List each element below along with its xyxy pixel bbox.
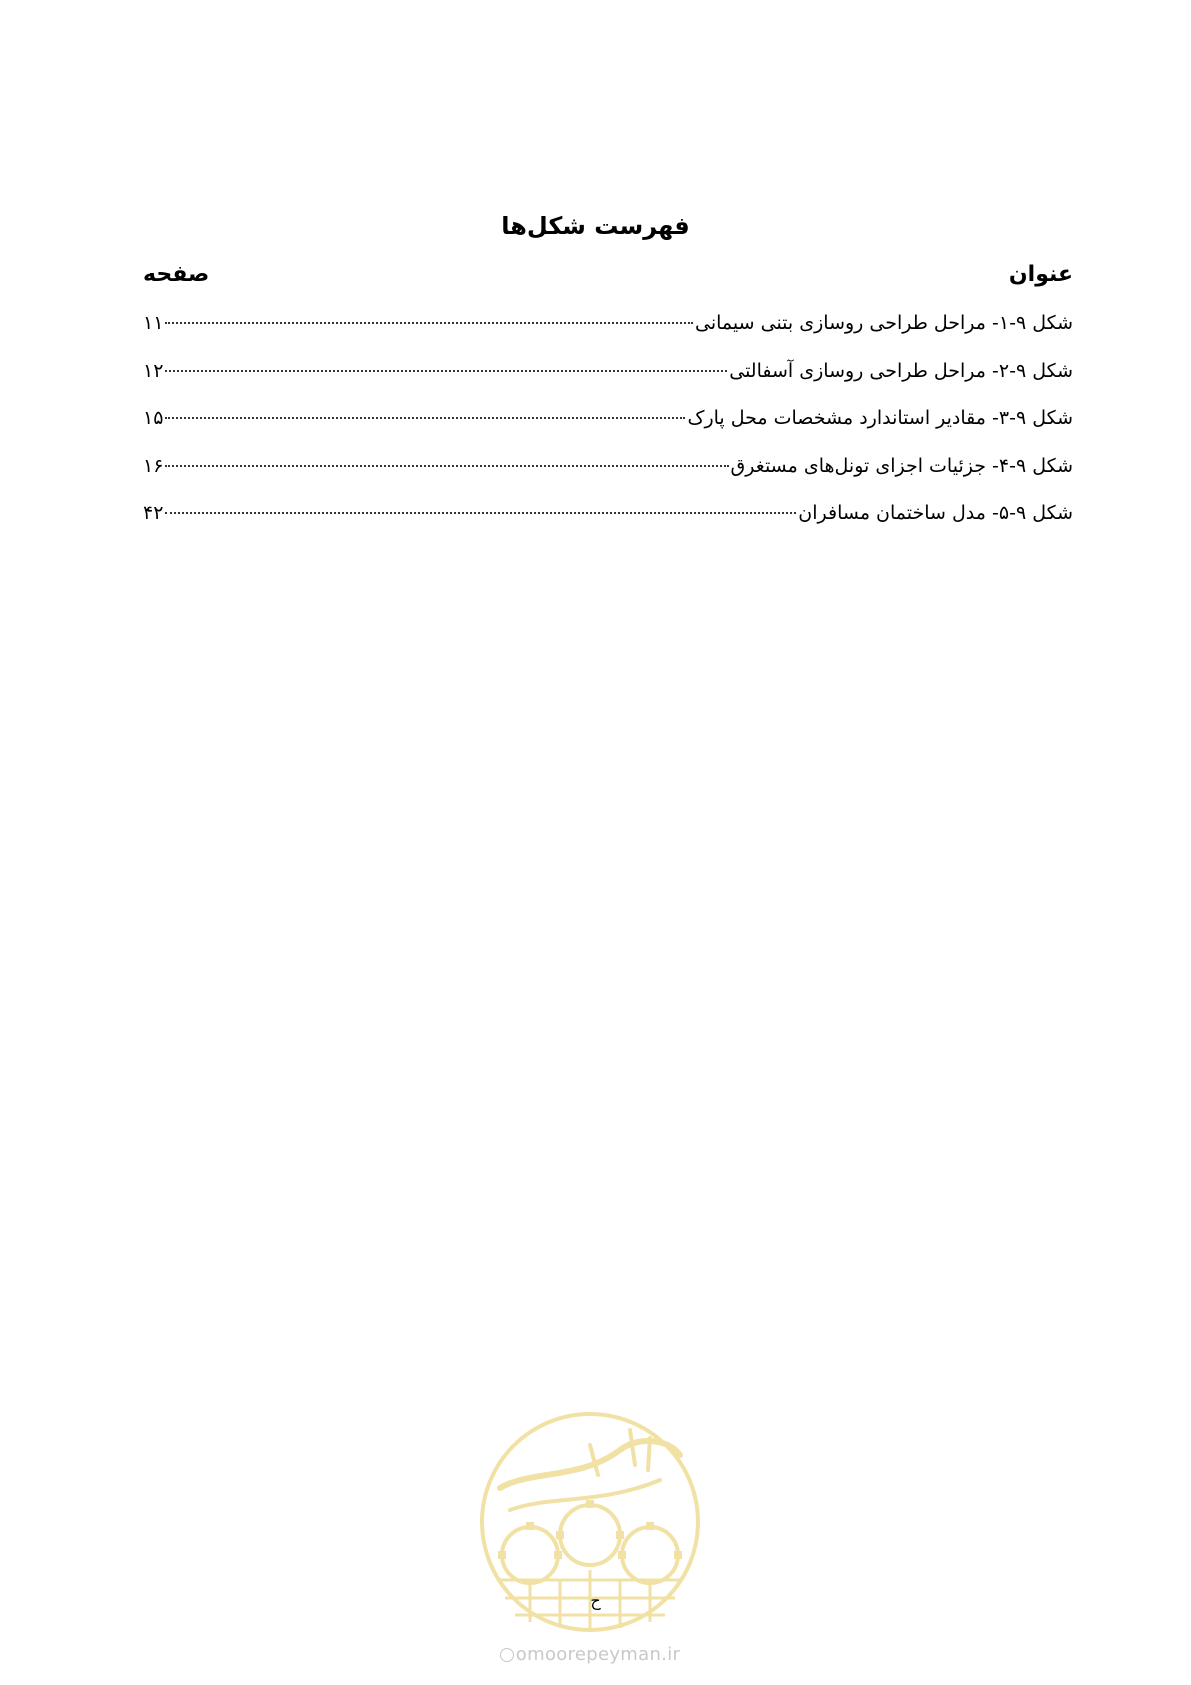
toc-entry[interactable]: [143, 455, 1073, 503]
toc-entry-page: ۱۵: [143, 407, 164, 429]
page-number: ح: [590, 1591, 601, 1610]
toc-entry[interactable]: [143, 312, 1073, 360]
watermark-url-text: omoorepeyman.ir: [515, 1644, 681, 1665]
toc-entry[interactable]: [143, 360, 1073, 408]
toc-list: [143, 312, 1073, 550]
globe-icon: [500, 1648, 514, 1662]
toc-entry-label: شکل ۹-۵- مدل ساختمان مسافران: [798, 502, 1073, 524]
watermark-url: [490, 1644, 690, 1665]
toc-header: [143, 262, 1073, 296]
toc-entry-label: شکل ۹-۲- مراحل طراحی روسازی آسفالتی: [729, 359, 1073, 382]
dot-leader: [165, 512, 796, 514]
dot-leader: [165, 322, 693, 324]
toc-entry[interactable]: [143, 407, 1073, 455]
toc-entry-page: ۴۲: [143, 502, 164, 524]
page-title: فهرست شکل‌ها: [501, 212, 690, 240]
toc-entry[interactable]: [143, 502, 1073, 550]
dot-leader: [165, 465, 728, 467]
toc-entry-page: ۱۱: [143, 312, 164, 334]
toc-entry-label: شکل ۹-۴- جزئیات اجزای تونل‌های مستغرق: [730, 454, 1073, 477]
toc-entry-label: شکل ۹-۱- مراحل طراحی روسازی بتنی سیمانی: [695, 312, 1073, 334]
toc-entry-page: ۱۶: [143, 454, 164, 477]
toc-entry-label: شکل ۹-۳- مقادیر استاندارد مشخصات محل پارک: [687, 407, 1073, 429]
dot-leader: [165, 370, 727, 372]
column-page-label: صفحه: [143, 262, 210, 287]
column-title-label: عنوان: [1008, 262, 1073, 287]
dot-leader: [165, 417, 685, 419]
toc-entry-page: ۱۲: [143, 359, 164, 382]
